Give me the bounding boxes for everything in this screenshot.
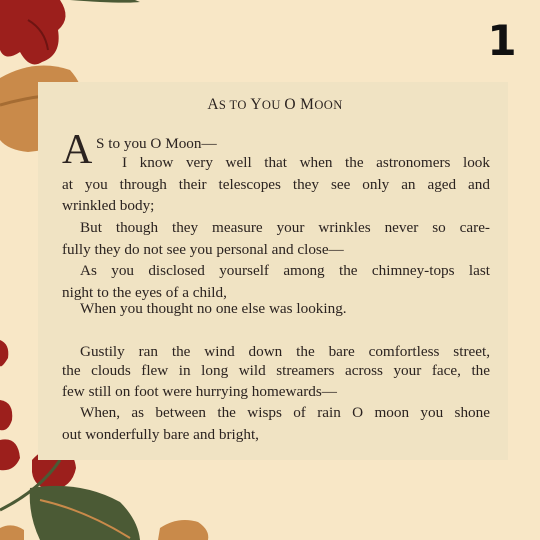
poem-line: the clouds flew in long wild streamers across your face, the bbox=[62, 362, 490, 379]
poem-line: But though they measure your wrinkles never so care- bbox=[80, 219, 490, 236]
poem-title: AS TO YOU O MOON bbox=[207, 96, 343, 113]
leaf-icon bbox=[70, 0, 140, 3]
poem-line: out wonderfully bare and bright, bbox=[62, 426, 259, 443]
poem-line: When, as between the wisps of rain O moon you shone bbox=[80, 404, 490, 421]
poem-line: As you disclosed yourself among the chimney-tops last bbox=[80, 262, 490, 279]
poem-line: few still on foot were hurrying homewards— bbox=[62, 383, 337, 400]
poem-line: fully they do not see you personal and close— bbox=[62, 241, 344, 258]
poem-line: I know very well that when the astronomers look bbox=[122, 154, 490, 171]
flower-icon bbox=[0, 0, 66, 64]
poem-line: wrinkled body; bbox=[62, 197, 155, 214]
poem-line: night to the eyes of a child, bbox=[62, 284, 227, 301]
poem-line: Gustily ran the wind down the bare comfortless street, bbox=[80, 343, 490, 360]
leaf-icon bbox=[30, 486, 140, 540]
flower-icon bbox=[0, 340, 8, 366]
flower-icon bbox=[0, 439, 20, 470]
drop-cap: A bbox=[62, 127, 93, 173]
poem-line: When you thought no one else was looking. bbox=[80, 300, 347, 317]
poem-line: at you through their telescopes they see only an aged and bbox=[62, 176, 490, 193]
page-number: 1 bbox=[487, 16, 517, 65]
poem-line: S to you O Moon— bbox=[96, 135, 217, 152]
leaf-icon bbox=[158, 520, 208, 540]
flower-icon bbox=[0, 400, 12, 430]
leaf-icon bbox=[0, 525, 24, 540]
